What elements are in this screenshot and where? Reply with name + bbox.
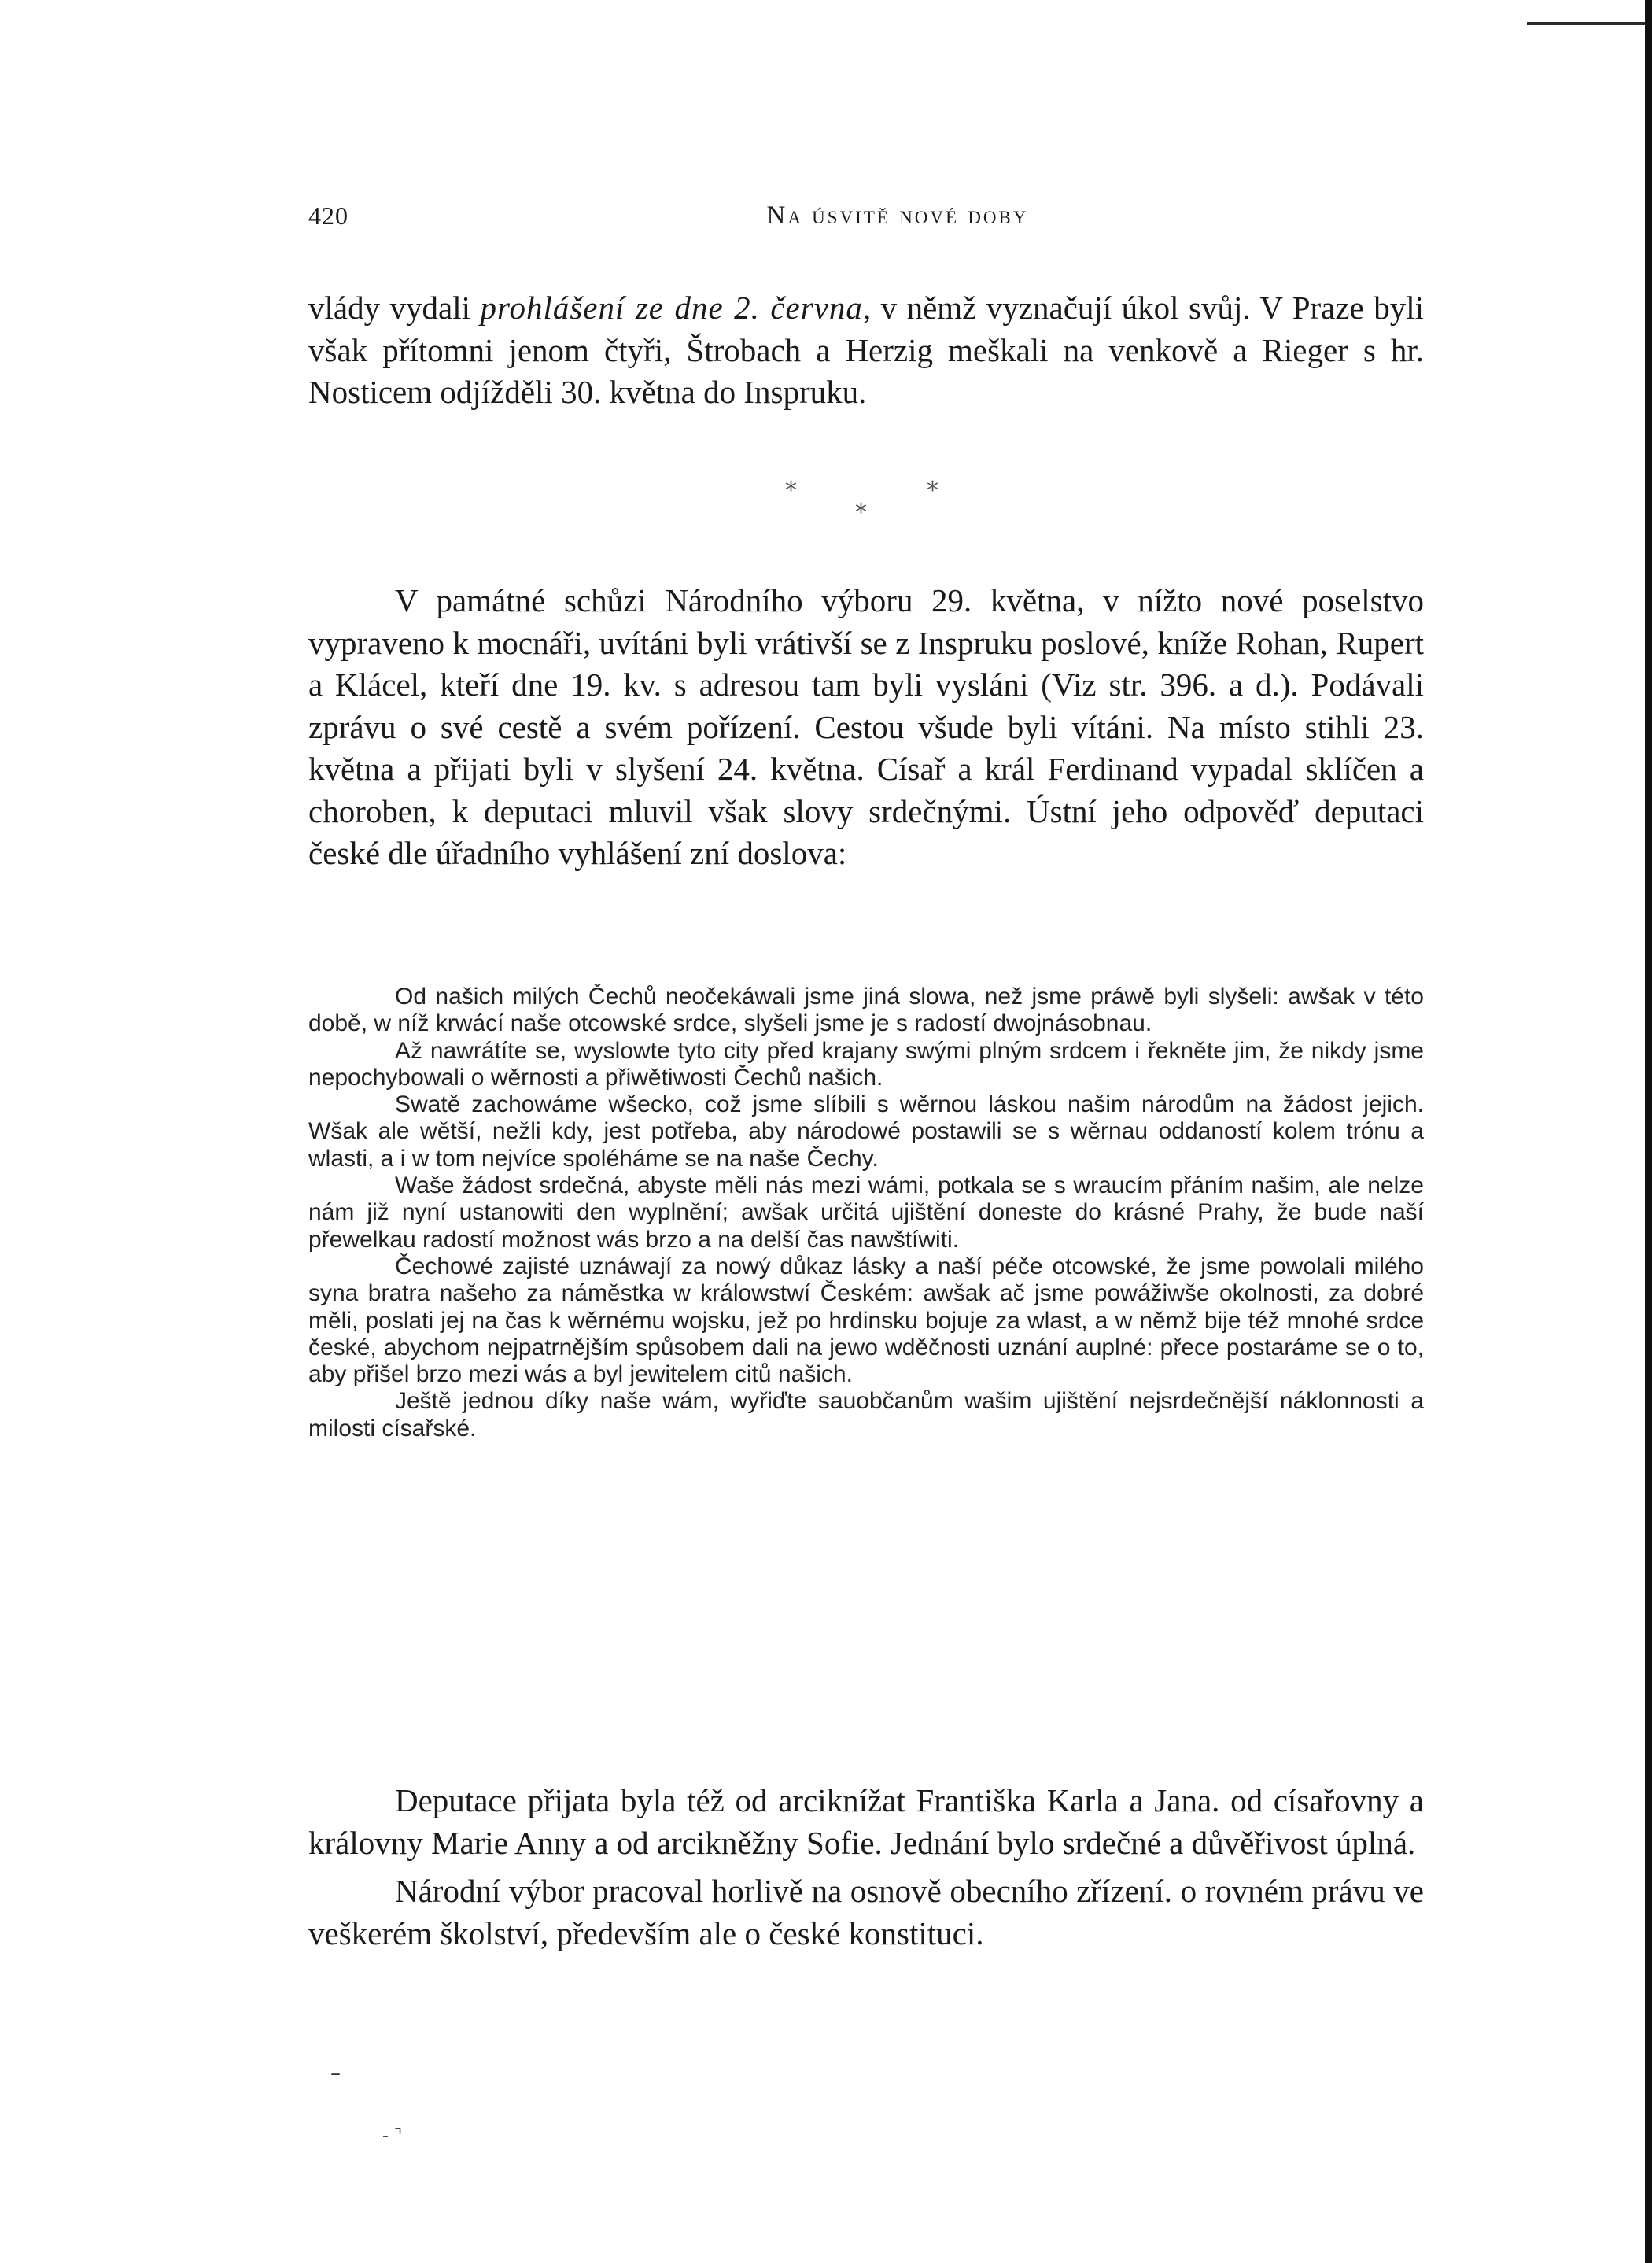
opening-text-end: , v němž vyznačují úkol svůj. V Praze byli však přítomni jenom čtyři, Štrobach a Herzig meškali na venkově a Rieger s hr. Nosticem odjížděli 30. května do Inspruku.	[308, 290, 1424, 410]
quote-paragraph: Až nawrátíte se, wyslowte tyto city před krajany swými plným srdcem i řekněte jim, že nikdy jsme nepochybowali o wěrnosti a přiwětiwosti Čechů našich.	[308, 1037, 1424, 1091]
opening-paragraph-text	[308, 287, 1424, 414]
opening-text-start: vlády vydali	[308, 290, 481, 326]
committee-paragraph: Národní výbor pracoval horlivě na osnově obecního zřízení. o rovném právu ve veškerém školství, především ale o české konstituci.	[308, 1873, 1424, 1951]
quote-paragraph: Waše žádost srdečná, abyste měli nás mezi wámi, potkala se s wraucím přáním našim, ale nelze nám již nyní ustanowiti den wyplnění; awšak určitá ujištění doneste do krásné Prahy, že bude naší přewelkau radostí možnost wás brzo a na delší čas nawštíwiti.	[308, 1172, 1424, 1253]
main-paragraph	[308, 580, 1424, 875]
scan-border-top	[1527, 22, 1645, 25]
deputation-paragraph: Deputace přijata byla též od arciknížat Františka Karla a Jana. od císařovny a královny Marie Anny a od arcikněžny Sofie. Jednání bylo srdečné a důvěřivost úplná.	[308, 1782, 1424, 1861]
asterisk: *	[785, 477, 797, 504]
opening-paragraph	[308, 287, 1424, 414]
page-header	[308, 201, 1424, 241]
quote-paragraph: Swatě zachowáme wšecko, což jsme slíbili s wěrnou láskou našim národům na žádost jejich. Wšak ale wětší, nežli kdy, jest potřeba, aby národowé postawili se s wěrnau oddaností kolem trónu a wlasti, a i w tom nejvíce spoléháme se na naše Čechy.	[308, 1091, 1424, 1172]
running-head: Na úsvitě nové doby	[766, 201, 1029, 230]
closing-paragraphs	[308, 1780, 1424, 1955]
stray-corner-mark: - ⌝	[382, 2126, 403, 2146]
quote-paragraph: Ještě jednou díky naše wám, wyřiďte sauobčanům wašim ujištění nejsrdečnější náklonnosti a milosti císařské.	[308, 1388, 1424, 1442]
scan-border-right	[1645, 0, 1652, 2263]
main-paragraph-text: V památné schůzi Národního výboru 29. května, v nížto nové poselstvo vypraveno k mocnáři, uvítáni byli vrátivší se z Inspruku poslové, kníže Rohan, Rupert a Klácel, kteří dne 19. kv. s adresou tam byli vysláni (Viz str. 396. a d.). Podávali zprávu o své cestě a svém pořízení. Cestou všude byli vítáni. Na místo stihli 23. května a přijati byli v slyšení 24. května. Císař a král Ferdinand vypadal sklíčen a choroben, k deputaci mluvil však slovy srdečnými. Ústní jeho odpověď deputaci české dle úřadního vyhlášení zní doslova:	[308, 582, 1424, 871]
proclamation-title: prohlášení ze dne 2. června	[480, 290, 863, 326]
quote-paragraph: Čechowé zajisté uznáwají za nowý důkaz lásky a naší péče otcowské, že jsme powolali milého syna bratra našeho za náměstka w králowstwí Českém: awšak ač jsme powážiwše okolnosti, za dobré měli, poslati jej na čas k wěrnému wojsku, jež po hrdinsku bojuje za wlast, a w němž bije též mnohé srdce české, abychom nejpatrnějším spůsobem dali na jewo wděčnosti uznání auplné: přece postaráme se o to, aby přišel brzo mezi wás a byl jewitelem citů našich.	[308, 1253, 1424, 1388]
asterisk: *	[927, 477, 938, 504]
quote-paragraph: Od našich milých Čechů neočekáwali jsme jiná slowa, než jsme práwě byli slyšeli: awšak v této době, w níž krwácí naše otcowské srdce, slyšeli jsme je s radostí dwojnásobnau.	[308, 984, 1424, 1037]
section-asterism	[771, 471, 960, 533]
page-number: 420	[308, 201, 348, 230]
imperial-reply-quote	[308, 984, 1424, 1442]
asterisk: *	[855, 499, 867, 526]
stray-dash-mark: –	[330, 2062, 341, 2085]
